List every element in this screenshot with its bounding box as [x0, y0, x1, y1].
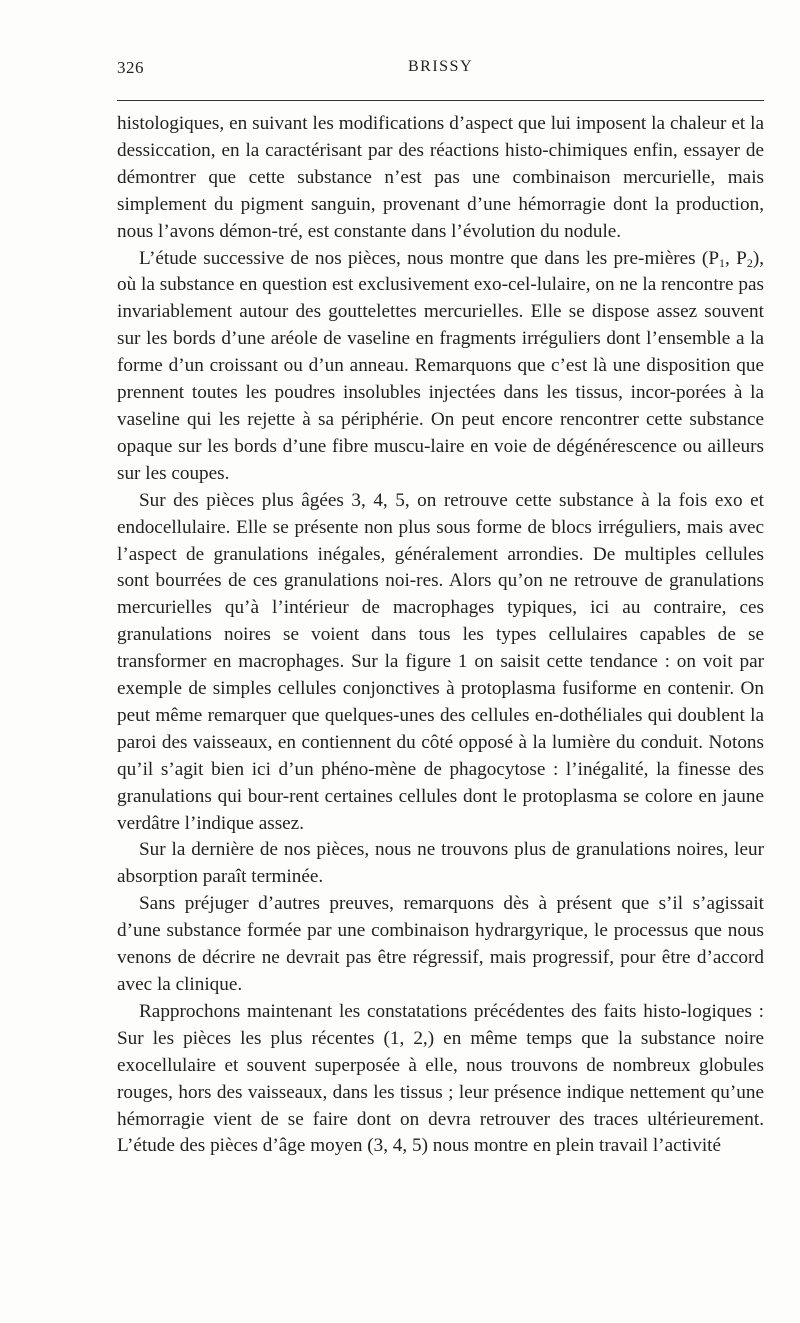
page-header	[117, 58, 764, 88]
running-head: BRISSY	[407, 58, 474, 75]
paragraph-2	[117, 246, 764, 488]
body-text	[117, 111, 764, 1160]
paragraph-1: histologiques, en suivant les modifications d’aspect que lui imposent la chaleur et la dessiccation, en la caractérisant par des réactions histo-chimiques enfin, essayer de démontrer que cette substance n’est pas une combinaison mercurielle, mais simplement du pigment sanguin, provenant d’une hémorragie dont la production, nous l’avons démon-tré, est constante dans l’évolution du nodule.	[117, 113, 764, 242]
paragraph-2-text-after: ), où la substance en question est exclusivement exo-cel-lulaire, on ne la rencontre pas invariablement autour des gouttelettes mercurielles. Elle se dispose assez souvent sur les bords d’une aréole de vaseline en fragments irréguliers dont l’ensemble a la forme d’un croissant ou d’un anneau. Remarquons que c’est là une disposition que prennent toutes les poudres insolubles injectées dans les tissus, incor-porées à la vaseline qui les rejette à sa périphérie. On peut encore rencontrer cette substance opaque sur les bords d’une fibre muscu-laire en voie de dégénérescence ou ailleurs sur les coupes.	[117, 247, 764, 484]
paragraph-6: Rapprochons maintenant les constatations précédentes des faits histo-logiques : Sur les pièces les plus récentes (1, 2,) en même temps que la substance noire exocellulaire et souvent superposée à elle, nous trouvons de nombreux globules rouges, hors des vaisseaux, dans les tissus ; leur présence indique nettement qu’une hémorragie vient de se faire dont on devra retrouver des traces ultérieurement. L’étude des pièces d’âge moyen (3, 4, 5) nous montre en plein travail l’activité	[117, 1000, 764, 1157]
paragraph-3: Sur des pièces plus âgées 3, 4, 5, on retrouve cette substance à la fois exo et endocellulaire. Elle se présente non plus sous forme de blocs irréguliers, mais avec l’aspect de granulations inégales, généralement arrondies. De multiples cellules sont bourrées de ces granulations noi-res. Alors qu’on ne retrouve de granulations mercurielles qu’à l’intérieur de macrophages typiques, ici au contraire, ces granulations noires se voient dans tous les types cellulaires capables de se transformer en macrophages. Sur la figure 1 on saisit cette tendance : on voit par exemple de simples cellules conjonctives à protoplasma fusiforme en contenir. On peut même remarquer que quelques-unes des cellules en-dothéliales qui doublent la paroi des vaisseaux, en contiennent du côté opposé à la lumière du conduit. Notons qu’il s’agit bien ici d’un phéno-mène de phagocytose : l’inégalité, la finesse des granulations qui bour-rent certaines cellules dont le protoplasma se colore en jaune verdâtre l’indique assez.	[117, 489, 764, 834]
header-rule	[117, 100, 764, 101]
paragraph-2-text-mid: , P	[725, 247, 747, 269]
subscript-2: 2	[746, 255, 753, 270]
paragraph-5: Sans préjuger d’autres preuves, remarquons dès à présent que s’il s’agissait d’une substance formée par une combinaison hydrargyrique, le processus que nous venons de décrire ne devrait pas être régressif, mais progressif, pour être d’accord avec la clinique.	[117, 893, 764, 995]
paragraph-2-text-before: L’étude successive de nos pièces, nous montre que dans les pre-mières (P	[139, 247, 719, 269]
page-number: 326	[117, 58, 144, 77]
paragraph-4: Sur la dernière de nos pièces, nous ne trouvons plus de granulations noires, leur absorption paraît terminée.	[117, 839, 764, 888]
subscript-1: 1	[719, 255, 725, 270]
